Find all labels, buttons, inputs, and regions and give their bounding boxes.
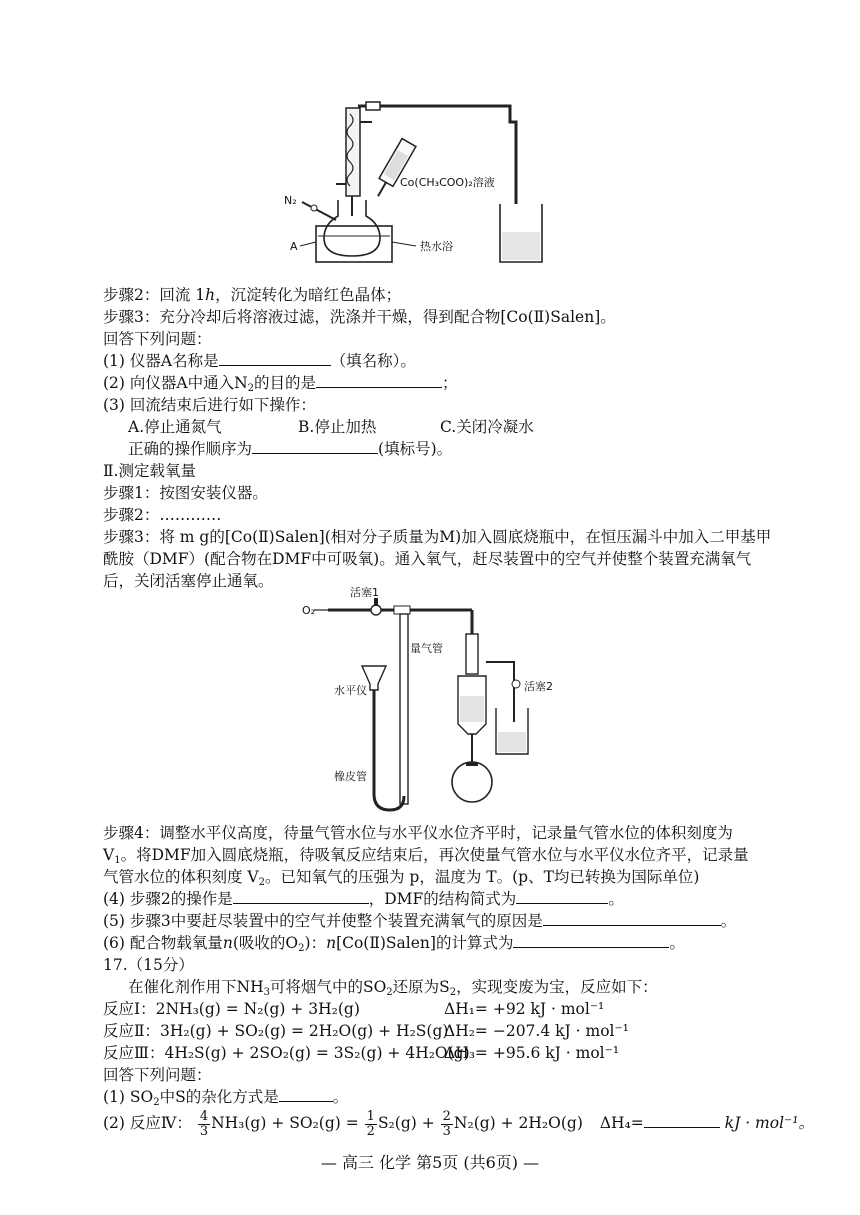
label-n2: N₂ [284,194,297,207]
fraction-2-3: $\frac{2}{3}$ [442,1108,451,1139]
reaction-1-enthalpy: ΔH₁= +92 kJ · mol⁻¹ [444,1000,605,1018]
question-17-intro: 在催化剂作用下$NH_3$可将烟气中的$SO_2$还原为$S_2$，实现变废为宝，反应如下： [128,978,658,998]
question-6: (6) 配合物载氧量n(吸收的$O_2$)：n[Co(Ⅱ)Salen]的计算式为 。 [103,934,685,954]
answer-blank-17-2[interactable] [644,1113,720,1128]
page-footer: — 高三 化学 第5页 (共6页) — [320,1153,540,1172]
reaction-1: 反应Ⅰ：2NH₃(g) = N₂(g) + 3H₂(g) [103,1000,360,1018]
label-rubber-tube: 橡皮管 [334,770,367,783]
part2-step2: 步骤2：………… [103,506,222,524]
reaction-2-enthalpy: ΔH₂= −207.4 kJ · mol⁻¹ [444,1022,629,1040]
question-5: (5) 步骤3中要赶尽装置中的空气并使整个装置充满氧气的原因是 。 [103,912,737,930]
question-3-options [128,416,534,438]
label-o2: O₂ [302,604,316,617]
reflux-apparatus-drawing [280,92,580,272]
reaction-2: 反应Ⅱ：3H₂(g) + SO₂(g) = 2H₂O(g) + H₂S(g) [103,1022,449,1040]
question-1: (1) 仪器A名称是 （填名称）。 [103,352,416,370]
label-level-gauge: 水平仪 [334,684,367,697]
part2-step3-line1: 步骤3：将 m g的[Co(Ⅱ)Salen](相对分子质量为M)加入圆底烧瓶中，在恒压漏斗中加入二甲基甲 [103,528,772,546]
question-17-1: (1) $SO_2$中S的杂化方式是 。 [103,1088,349,1108]
question-3: (3) 回流结束后进行如下操作： [103,396,316,414]
part2-step3-line2: 酰胺（DMF）(配合物在DMF中可吸氧)。通入氧气，赶尽装置中的空气并使整个装置充满氧气 [103,550,752,568]
option-c: C.关闭冷凝水 [440,418,534,436]
answer-heading-2: 回答下列问题： [103,1066,212,1084]
answer-blank-6[interactable] [513,933,669,948]
question-17-header: 17.（15分） [103,956,194,974]
label-reagent: Co(CH₃COO)₂溶液 [400,176,495,189]
part2-step4-line3: 气管水位的体积刻度 $V_2$。已知氧气的压强为 p，温度为 T。(p、T均已转换为国际单位) [103,868,700,888]
label-stopcock-1: 活塞1 [350,586,379,599]
question-2: (2) 向仪器A中通入$N_2$的目的是 ； [103,374,458,394]
answer-blank-4b[interactable] [516,889,608,904]
answer-blank-17-1[interactable] [279,1087,333,1102]
step3-line: 步骤3：充分冷却后将溶液过滤，洗涤并干燥，得到配合物[Co(Ⅱ)Salen]。 [103,308,616,326]
answer-blank-4a[interactable] [233,889,369,904]
label-a: A [290,240,298,253]
part2-step3-line3: 后，关闭活塞停止通氧。 [103,572,274,590]
part2-step4-line2: $V_1$。将DMF加入圆底烧瓶，待吸氧反应结束后，再次使量气管水位与水平仪水位齐平，记录量 [103,846,749,866]
reaction-3: 反应Ⅲ：4H₂S(g) + 2SO₂(g) = 3S₂(g) + 4H₂O(g) [103,1044,470,1062]
option-b: B.停止加热 [298,418,377,436]
answer-blank-2[interactable] [316,373,442,388]
fraction-4-3: $\frac{4}{3}$ [199,1108,209,1139]
part2-title: Ⅱ.测定载氧量 [103,462,196,480]
answer-blank-3[interactable] [252,439,378,454]
part2-step4-line1: 步骤4：调整水平仪高度，待量气管水位与水平仪水位齐平时，记录量气管水位的体积刻度为 [103,824,733,842]
option-a: A.停止通氮气 [128,418,222,436]
label-hot-water-bath: 热水浴 [420,240,453,253]
label-stopcock-2: 活塞2 [524,680,553,693]
reaction-3-enthalpy: ΔH₃= +95.6 kJ · mol⁻¹ [444,1044,620,1062]
oxygen-measurement-drawing [300,584,570,820]
question-3-order: 正确的操作顺序为 (填标号)。 [128,440,453,458]
question-4: (4) 步骤2的操作是 ，DMF的结构简式为 。 [103,890,624,908]
reflux-apparatus-figure [280,92,580,272]
step2-line: 步骤2：回流 1h，沉淀转化为暗红色晶体； [103,286,402,304]
fraction-1-2: $\frac{1}{2}$ [366,1108,375,1139]
question-17-2: (2) 反应Ⅳ： $\frac{4}{3}$ NH₃(g) + SO₂(g) = $\frac{1}{2}$ S₂(g) + $\frac{2}{3}$ N₂(g) + 2H₂O(g) ΔH₄= kJ · mol⁻¹。 [103,1108,814,1139]
part2-step1: 步骤1：按图安装仪器。 [103,484,268,502]
label-gas-measuring-tube: 量气管 [410,642,443,655]
answer-blank-5[interactable] [543,911,721,926]
oxygen-measurement-figure [300,584,570,820]
answer-blank-1[interactable] [219,351,331,366]
answer-heading: 回答下列问题： [103,330,212,348]
